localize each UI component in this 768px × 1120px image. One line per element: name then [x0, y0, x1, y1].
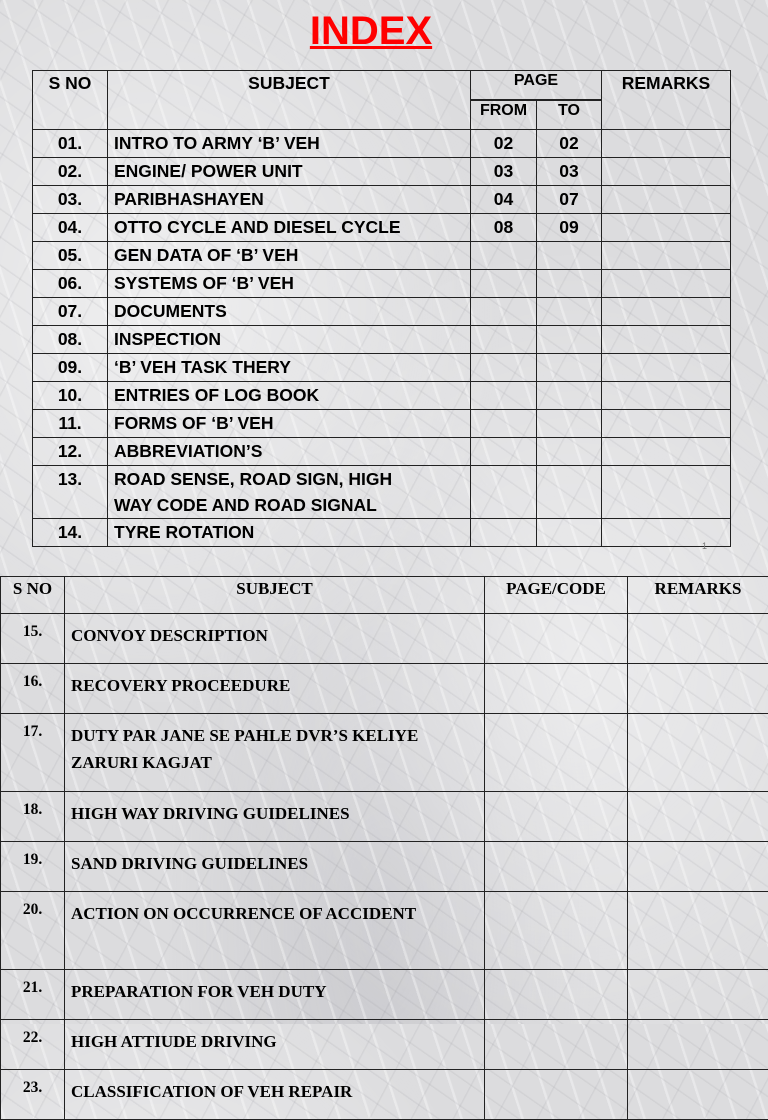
row-subject-line1: DUTY PAR JANE SE PAHLE DVR’S KELIYE [71, 726, 418, 745]
row-remarks [628, 970, 768, 1020]
row-remarks [602, 214, 731, 242]
row-remarks [628, 842, 768, 892]
row-remarks [628, 892, 768, 970]
table-row [33, 326, 731, 354]
row-to [537, 438, 602, 466]
row-from [471, 354, 537, 382]
row-from: 04 [471, 186, 537, 214]
row-pagecode [485, 1070, 628, 1120]
row-subject: ‘B’ VEH TASK THERY [108, 354, 471, 382]
table-row [1, 664, 768, 714]
row-sno: 08. [33, 326, 108, 354]
header-page: PAGE [471, 71, 602, 101]
table-row [33, 519, 731, 547]
row-subject: GEN DATA OF ‘B’ VEH [108, 242, 471, 270]
row-from [471, 466, 537, 519]
row-sno: 12. [33, 438, 108, 466]
row-subject: PREPARATION FOR VEH DUTY [65, 970, 485, 1020]
header-to: TO [537, 100, 602, 130]
row-subject: PARIBHASHAYEN [108, 186, 471, 214]
row-to [537, 298, 602, 326]
row-sno: 14. [33, 519, 108, 547]
header-pagecode: PAGE/CODE [485, 577, 628, 614]
table-row [33, 130, 731, 158]
row-to [537, 382, 602, 410]
row-remarks [602, 382, 731, 410]
row-sno: 11. [33, 410, 108, 438]
table-row [1, 1020, 768, 1070]
row-subject-line2: WAY CODE AND ROAD SIGNAL [114, 495, 377, 515]
row-subject: CLASSIFICATION OF VEH REPAIR [65, 1070, 485, 1120]
row-remarks [628, 1020, 768, 1070]
row-remarks [602, 158, 731, 186]
row-remarks [602, 298, 731, 326]
table-row [33, 214, 731, 242]
row-subject: FORMS OF ‘B’ VEH [108, 410, 471, 438]
row-pagecode [485, 1020, 628, 1070]
row-to: 09 [537, 214, 602, 242]
table-row [33, 270, 731, 298]
row-from: 02 [471, 130, 537, 158]
row-sno: 04. [33, 214, 108, 242]
row-sno: 22. [1, 1020, 65, 1070]
row-from [471, 270, 537, 298]
row-from [471, 410, 537, 438]
row-subject: CONVOY DESCRIPTION [65, 614, 485, 664]
header-subject: SUBJECT [108, 71, 471, 130]
table-row [33, 186, 731, 214]
row-sno: 09. [33, 354, 108, 382]
row-from [471, 438, 537, 466]
index-table-1 [32, 70, 731, 547]
row-pagecode [485, 714, 628, 792]
row-pagecode [485, 892, 628, 970]
table-row [33, 354, 731, 382]
header-sno: S NO [1, 577, 65, 614]
row-subject: ENTRIES OF LOG BOOK [108, 382, 471, 410]
row-pagecode [485, 664, 628, 714]
row-to: 03 [537, 158, 602, 186]
table-row [1, 842, 768, 892]
row-subject: HIGH ATTIUDE DRIVING [65, 1020, 485, 1070]
row-sno: 01. [33, 130, 108, 158]
row-subject: SAND DRIVING GUIDELINES [65, 842, 485, 892]
row-sno: 17. [1, 714, 65, 792]
table-row [1, 892, 768, 970]
table-row [1, 714, 768, 792]
page-number: 1 [702, 541, 707, 551]
row-subject: ENGINE/ POWER UNIT [108, 158, 471, 186]
row-subject: TYRE ROTATION [108, 519, 471, 547]
row-sno: 16. [1, 664, 65, 714]
row-to [537, 270, 602, 298]
row-subject: ACTION ON OCCURRENCE OF ACCIDENT [65, 892, 485, 970]
row-sno: 07. [33, 298, 108, 326]
row-subject: OTTO CYCLE AND DIESEL CYCLE [108, 214, 471, 242]
table-row [1, 1070, 768, 1120]
table-row [1, 614, 768, 664]
row-sno: 20. [1, 892, 65, 970]
row-subject: RECOVERY PROCEEDURE [65, 664, 485, 714]
page-title [0, 6, 742, 56]
row-from: 03 [471, 158, 537, 186]
table-row [33, 410, 731, 438]
row-from [471, 298, 537, 326]
row-sno: 18. [1, 792, 65, 842]
row-remarks [602, 326, 731, 354]
row-pagecode [485, 842, 628, 892]
row-remarks [628, 1070, 768, 1120]
table-row [1, 792, 768, 842]
row-sno: 10. [33, 382, 108, 410]
table-row [33, 242, 731, 270]
header-subject: SUBJECT [65, 577, 485, 614]
row-remarks [628, 792, 768, 842]
table-row [33, 382, 731, 410]
row-sno: 15. [1, 614, 65, 664]
header-remarks: REMARKS [602, 71, 731, 130]
row-sno: 02. [33, 158, 108, 186]
row-to [537, 466, 602, 519]
row-to: 07 [537, 186, 602, 214]
row-sno: 05. [33, 242, 108, 270]
row-remarks [602, 410, 731, 438]
row-to [537, 519, 602, 547]
row-sno: 23. [1, 1070, 65, 1120]
row-sno: 03. [33, 186, 108, 214]
row-subject: INTRO TO ARMY ‘B’ VEH [108, 130, 471, 158]
row-remarks [602, 130, 731, 158]
row-to: 02 [537, 130, 602, 158]
row-remarks [602, 186, 731, 214]
table-row [33, 466, 731, 519]
row-subject [65, 714, 485, 792]
row-pagecode [485, 792, 628, 842]
row-subject-line1: ROAD SENSE, ROAD SIGN, HIGH [114, 469, 392, 489]
table-row [1, 970, 768, 1020]
row-remarks [602, 519, 731, 547]
row-remarks [602, 242, 731, 270]
row-subject: HIGH WAY DRIVING GUIDELINES [65, 792, 485, 842]
table-row [33, 158, 731, 186]
row-to [537, 242, 602, 270]
table-row [33, 298, 731, 326]
row-sno: 06. [33, 270, 108, 298]
page-title-text: INDEX [310, 9, 432, 53]
header-sno: S NO [33, 71, 108, 130]
row-remarks [602, 466, 731, 519]
row-to [537, 354, 602, 382]
row-from [471, 382, 537, 410]
row-sno: 19. [1, 842, 65, 892]
row-from [471, 326, 537, 354]
row-pagecode [485, 970, 628, 1020]
row-subject: ABBREVIATION’S [108, 438, 471, 466]
row-to [537, 326, 602, 354]
row-subject [108, 466, 471, 519]
row-remarks [602, 270, 731, 298]
row-from [471, 242, 537, 270]
row-remarks [628, 714, 768, 792]
row-pagecode [485, 614, 628, 664]
row-subject-line2: ZARURI KAGJAT [71, 749, 484, 776]
row-subject: DOCUMENTS [108, 298, 471, 326]
table-row [33, 438, 731, 466]
row-remarks [602, 354, 731, 382]
row-subject: INSPECTION [108, 326, 471, 354]
row-from [471, 519, 537, 547]
row-sno: 13. [33, 466, 108, 519]
row-remarks [628, 664, 768, 714]
header-remarks: REMARKS [628, 577, 768, 614]
row-remarks [628, 614, 768, 664]
index-table-2 [0, 576, 768, 1120]
row-remarks [602, 438, 731, 466]
header-from: FROM [471, 100, 537, 130]
row-to [537, 410, 602, 438]
row-sno: 21. [1, 970, 65, 1020]
row-from: 08 [471, 214, 537, 242]
row-subject: SYSTEMS OF ‘B’ VEH [108, 270, 471, 298]
